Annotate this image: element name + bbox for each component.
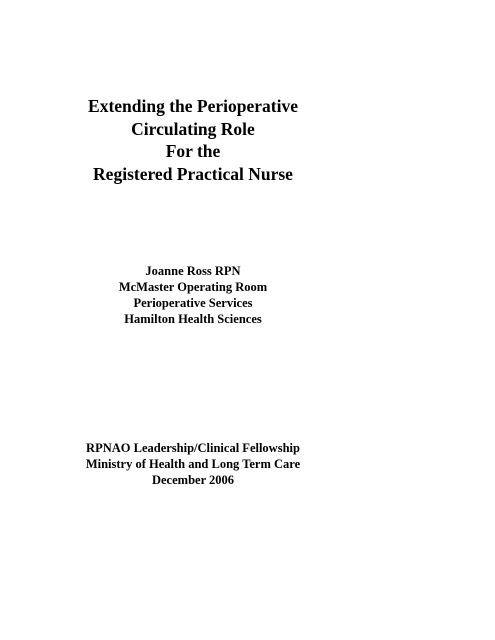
author-service: Perioperative Services [133,296,253,310]
fellowship-block [0,440,386,488]
title-line: Circulating Role [131,118,255,139]
document-title [0,95,386,185]
title-line: Extending the Perioperative [88,96,298,116]
fellowship-date: December 2006 [151,473,235,487]
title-line: For the [165,141,221,161]
fellowship-name: RPNAO Leadership/Clinical Fellowship [86,441,300,455]
title-line: Registered Practical Nurse [93,163,293,184]
author-name: Joanne Ross RPN [145,264,241,278]
author-department: McMaster Operating Room [118,280,268,294]
author-organization: Hamilton Health Sciences [124,312,262,326]
author-block [0,263,386,327]
fellowship-ministry: Ministry of Health and Long Term Care [85,457,301,471]
